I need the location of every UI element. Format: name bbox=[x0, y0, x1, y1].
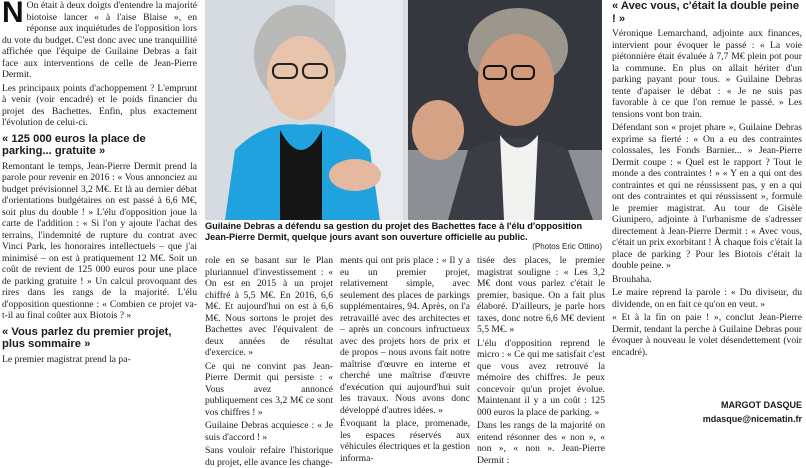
photo-guilaine-debras bbox=[205, 0, 403, 220]
paragraph: Défendant son « projet phare », Guilaine Debras exprime sa fierté : « On a eu des contraintes colossales, les Fonds Barnier... » Jean-Pierre Dermit coupe : « Quel est le rapport ? Tout le monde a des contraintes ! » « Y en a qui ont des contraintes et qui ne réussissent pas, y en a qui ont des contraintes et qui réussissent », formule le premier magistrat. Au tour de Gisèle Giunipero, adjointe à l'urbanisme de s'adresser directement à Jean-Pierre Dermit : « Avec vous, c'était un prix exorbitant ! À chaque fois c'était la place de parking ? Pour les Biotois c'était la double peine. » bbox=[612, 122, 802, 271]
subheading: « 125 000 euros la place de parking... gratuite » bbox=[2, 132, 146, 157]
paragraph: Remontant le temps, Jean-Pierre Dermit prend la parole pour revenir en 2016 : « Vous annonciez au budget prévisionnel 3,2 M€. Et là au dernier débat d'orientations budgétaires on est passé à 6,6 M€, soit plus du double ! » L'élu d'opposition joue la carte de l'addition : « Si l'on y ajoute l'achat des terrains, l'indemnité de rupture du contrat avec Vinci Park, les honoraires intellectuels – que j'ai minimisé – on est à pratiquement 12 M€. Soit un coût de revient de 125 000 euros pour une place de parking gratuite ! » Un calcul provoquant des rires dans les rangs de la majorité. L'élu d'opposition questionne : « Combien ce projet va-t-il au final coûter aux Biotois ? » bbox=[2, 160, 197, 321]
paragraph: « Et à la fin on paie ! », conclut Jean-Pierre Dermit, tendant la perche à Guilaine Debras pour évoquer à nouveau le volet désendettement (voir encadré). bbox=[612, 312, 802, 358]
article-column-5 bbox=[612, 0, 802, 398]
photo-credit: (Photos Eric Ottino) bbox=[532, 242, 602, 251]
paragraph: tisée des places, le premier magistrat souligne : « Les 3,2 M€ dont vous parlez c'était le premier, basique. On a fait plus élaboré. D'ailleurs, je parle hors taxes, donc notre 6,6 M€ devient 5,5 M€. » bbox=[477, 255, 605, 335]
article-column-1 bbox=[2, 0, 197, 430]
paragraph: Brouhaha. bbox=[612, 273, 652, 285]
paragraph: Les principaux points d'achoppement ? L'emprunt à venir (voir encadré) et le poids financier du projet des Bachettes. Enfin, plus exactement l'évolution de celui-ci. bbox=[2, 82, 197, 128]
article-column-2 bbox=[205, 255, 333, 468]
paragraph: ments qui ont pris place : « Il y a eu un premier projet, relativement simple, avec seulement des places de parkings supplémentaires, 94. Après, on l'a retravaillé avec des architectes et – après un concours infructueux avec des projets hors de prix et de propos – nous avons fait notre maîtrise d'œuvre en interne et cherché une maîtrise d'œuvre d'exécution qui aujourd'hui suit les travaux. Nous avons donc développé d'autres idées. » bbox=[340, 255, 470, 416]
portrait-man-illustration bbox=[408, 0, 602, 220]
photo-caption: Guilaine Debras a défendu sa gestion du projet des Bachettes face à l'élu d'opposition Jean-Pierre Dermit, quelque jours avant son ouverture officielle au public. bbox=[205, 221, 583, 242]
paragraph: Ce qui ne convint pas Jean-Pierre Dermit qui persiste : « Vous avez annoncé publiquement ces 3,2 M€ ce sont vos chiffres ! » bbox=[205, 360, 333, 418]
author-email[interactable]: mdasque@nicematin.fr bbox=[702, 414, 802, 424]
drop-cap: N bbox=[2, 0, 24, 29]
paragraph: Véronique Lemarchand, adjointe aux finances, intervient pour évoquer le passé : « La voie piétonnière était évaluée à 7,7 M€ plein pot pour la commune. En plus on allait hériter d'un parking payant pour tous. » Guilaine Debras tente d'apaiser le débat : « Je ne suis pas favorable à ce que l'on remue le passé. » Les tensions vont bon train. bbox=[612, 28, 802, 120]
paragraph: Le maire reprend la parole : « Du diviseur, du dividende, on en fait ce qu'on en veut. » bbox=[612, 287, 802, 310]
article-column-3 bbox=[340, 255, 470, 464]
paragraph: Dans les rangs de la majorité on entend résonner des « non », « non », « non ». Jean-Pierre Dermit : bbox=[477, 420, 605, 466]
subheading: « Avec vous, c'était la double peine ! » bbox=[612, 0, 800, 25]
photo-jean-pierre-dermit bbox=[408, 0, 602, 220]
paragraph: Sans vouloir refaire l'historique du projet, elle avance les change- bbox=[205, 445, 333, 468]
paragraph: Évoquant la place, promenade, les espaces réservés aux véhicules électriques et la gestion informa- bbox=[340, 418, 470, 464]
author-name: MARGOT DASQUE bbox=[721, 400, 802, 410]
subheading: « Vous parlez du premier projet, plus sommaire » bbox=[2, 325, 172, 350]
portrait-woman-illustration bbox=[205, 0, 403, 220]
paragraph: role en se basant sur le Plan pluriannuel d'investissement : « On est en 2015 à un projet chiffré à 5,5 M€. En 2016, 6,6 M€. Et aujourd'hui on est à 6,6 M€. Nous sortons le projet des Bachettes avec l'équivalent de deux années de résultat d'exercice. » bbox=[205, 255, 333, 358]
article-column-4 bbox=[477, 255, 605, 466]
paragraph: Guilaine Debras acquiesce : « Je suis d'accord ! » bbox=[205, 420, 333, 443]
paragraph: Le premier magistrat prend la pa- bbox=[2, 353, 131, 365]
paragraph: On était à deux doigts d'entendre la majorité biotoise lancer « à l'aise Blaise », en réponse aux inquiétudes de l'opposition lors du vote du budget. C'est donc avec une tranquillité affichée que l'équipe de Guilaine Debras a fait face aux interventions de celle de Jean-Pierre Dermit. bbox=[2, 0, 197, 80]
paragraph: L'élu d'opposition reprend le micro : « Ce qui me satisfait c'est que vous avez retrouvé la mémoire des chiffres. Je peux concevoir qu'un projet évolue. Maintenant il y a un coût : 125 000 euros la place de parking. » bbox=[477, 337, 605, 418]
photo-block bbox=[205, 0, 602, 220]
